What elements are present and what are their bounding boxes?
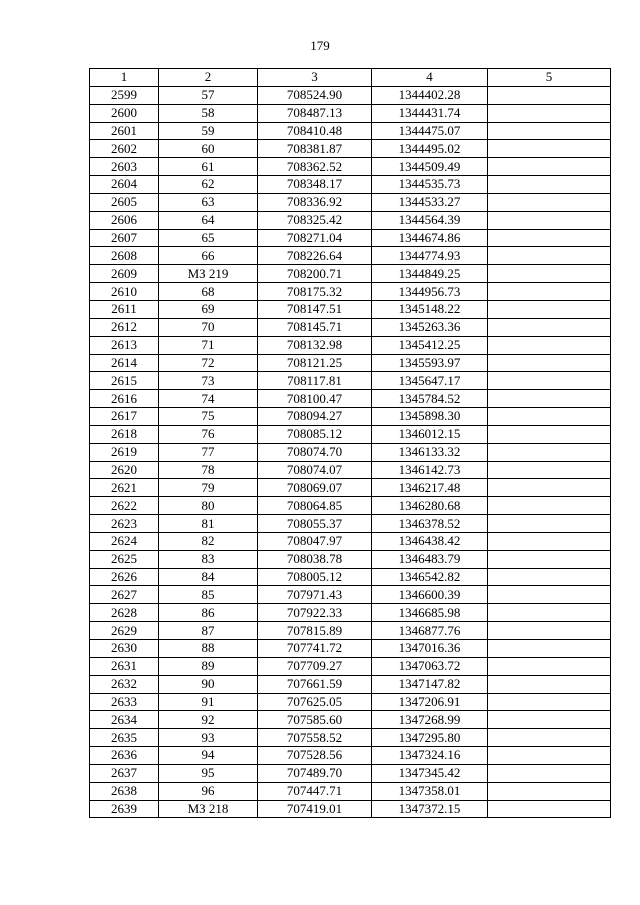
row-number-cell: 2637 [90, 764, 159, 782]
point-id-cell: 93 [159, 729, 258, 747]
row-number-cell: 2603 [90, 158, 159, 176]
note-cell [488, 140, 611, 158]
x-coordinate-cell: 708362.52 [258, 158, 372, 176]
column-header-4: 4 [372, 69, 488, 87]
row-number-cell: 2609 [90, 265, 159, 283]
row-number-cell: 2599 [90, 86, 159, 104]
table-row [90, 265, 611, 283]
x-coordinate-cell: 707741.72 [258, 640, 372, 658]
row-number-cell: 2636 [90, 747, 159, 765]
y-coordinate-cell: 1344774.93 [372, 247, 488, 265]
x-coordinate-cell: 708094.27 [258, 408, 372, 426]
note-cell [488, 568, 611, 586]
column-header-3: 3 [258, 69, 372, 87]
x-coordinate-cell: 707489.70 [258, 764, 372, 782]
table-row [90, 764, 611, 782]
y-coordinate-cell: 1345784.52 [372, 390, 488, 408]
x-coordinate-cell: 707971.43 [258, 586, 372, 604]
y-coordinate-cell: 1346600.39 [372, 586, 488, 604]
note-cell [488, 657, 611, 675]
note-cell [488, 800, 611, 818]
note-cell [488, 211, 611, 229]
table-row [90, 800, 611, 818]
row-number-cell: 2633 [90, 693, 159, 711]
row-number-cell: 2611 [90, 300, 159, 318]
table-row [90, 747, 611, 765]
row-number-cell: 2615 [90, 372, 159, 390]
note-cell [488, 443, 611, 461]
note-cell [488, 532, 611, 550]
point-id-cell: 74 [159, 390, 258, 408]
table-row [90, 568, 611, 586]
point-id-cell: 70 [159, 318, 258, 336]
table-row [90, 104, 611, 122]
row-number-cell: 2639 [90, 800, 159, 818]
x-coordinate-cell: 708336.92 [258, 193, 372, 211]
x-coordinate-cell: 708055.37 [258, 515, 372, 533]
note-cell [488, 550, 611, 568]
table-row [90, 86, 611, 104]
table-row [90, 425, 611, 443]
y-coordinate-cell: 1347295.80 [372, 729, 488, 747]
x-coordinate-cell: 708085.12 [258, 425, 372, 443]
row-number-cell: 2607 [90, 229, 159, 247]
table-row [90, 586, 611, 604]
x-coordinate-cell: 708145.71 [258, 318, 372, 336]
y-coordinate-cell: 1345593.97 [372, 354, 488, 372]
y-coordinate-cell: 1345263.36 [372, 318, 488, 336]
point-id-cell: 91 [159, 693, 258, 711]
row-number-cell: 2605 [90, 193, 159, 211]
table-row [90, 318, 611, 336]
note-cell [488, 318, 611, 336]
y-coordinate-cell: 1344956.73 [372, 283, 488, 301]
y-coordinate-cell: 1347372.15 [372, 800, 488, 818]
point-id-cell: 64 [159, 211, 258, 229]
note-cell [488, 729, 611, 747]
row-number-cell: 2610 [90, 283, 159, 301]
y-coordinate-cell: 1344431.74 [372, 104, 488, 122]
row-number-cell: 2635 [90, 729, 159, 747]
row-number-cell: 2620 [90, 461, 159, 479]
y-coordinate-cell: 1346438.42 [372, 532, 488, 550]
row-number-cell: 2626 [90, 568, 159, 586]
point-id-cell: 73 [159, 372, 258, 390]
note-cell [488, 283, 611, 301]
point-id-cell: МЗ 219 [159, 265, 258, 283]
y-coordinate-cell: 1346685.98 [372, 604, 488, 622]
table-row [90, 193, 611, 211]
row-number-cell: 2621 [90, 479, 159, 497]
x-coordinate-cell: 707922.33 [258, 604, 372, 622]
note-cell [488, 461, 611, 479]
y-coordinate-cell: 1345412.25 [372, 336, 488, 354]
row-number-cell: 2632 [90, 675, 159, 693]
note-cell [488, 229, 611, 247]
table-row [90, 158, 611, 176]
note-cell [488, 176, 611, 194]
row-number-cell: 2631 [90, 657, 159, 675]
row-number-cell: 2622 [90, 497, 159, 515]
point-id-cell: 61 [159, 158, 258, 176]
column-header-1: 1 [90, 69, 159, 87]
table-row [90, 390, 611, 408]
note-cell [488, 747, 611, 765]
x-coordinate-cell: 708410.48 [258, 122, 372, 140]
x-coordinate-cell: 708325.42 [258, 211, 372, 229]
point-id-cell: 94 [159, 747, 258, 765]
row-number-cell: 2606 [90, 211, 159, 229]
point-id-cell: 83 [159, 550, 258, 568]
point-id-cell: 60 [159, 140, 258, 158]
x-coordinate-cell: 708487.13 [258, 104, 372, 122]
table-row [90, 300, 611, 318]
x-coordinate-cell: 708348.17 [258, 176, 372, 194]
note-cell [488, 586, 611, 604]
point-id-cell: 95 [159, 764, 258, 782]
row-number-cell: 2616 [90, 390, 159, 408]
note-cell [488, 604, 611, 622]
point-id-cell: 72 [159, 354, 258, 372]
point-id-cell: 92 [159, 711, 258, 729]
table-row [90, 657, 611, 675]
note-cell [488, 497, 611, 515]
y-coordinate-cell: 1347268.99 [372, 711, 488, 729]
table-row [90, 283, 611, 301]
table-row [90, 675, 611, 693]
point-id-cell: 86 [159, 604, 258, 622]
x-coordinate-cell: 708074.07 [258, 461, 372, 479]
note-cell [488, 372, 611, 390]
y-coordinate-cell: 1347147.82 [372, 675, 488, 693]
note-cell [488, 479, 611, 497]
note-cell [488, 336, 611, 354]
page-number: 179 [310, 38, 330, 53]
point-id-cell: 59 [159, 122, 258, 140]
point-id-cell: 81 [159, 515, 258, 533]
y-coordinate-cell: 1344402.28 [372, 86, 488, 104]
table-row [90, 711, 611, 729]
table-row [90, 247, 611, 265]
x-coordinate-cell: 707585.60 [258, 711, 372, 729]
table-row [90, 604, 611, 622]
note-cell [488, 354, 611, 372]
table-row [90, 372, 611, 390]
y-coordinate-cell: 1346542.82 [372, 568, 488, 586]
point-id-cell: 89 [159, 657, 258, 675]
note-cell [488, 390, 611, 408]
y-coordinate-cell: 1344509.49 [372, 158, 488, 176]
y-coordinate-cell: 1345647.17 [372, 372, 488, 390]
x-coordinate-cell: 708117.81 [258, 372, 372, 390]
table-row [90, 176, 611, 194]
table-row [90, 408, 611, 426]
row-number-cell: 2638 [90, 782, 159, 800]
note-cell [488, 247, 611, 265]
point-id-cell: 79 [159, 479, 258, 497]
point-id-cell: 58 [159, 104, 258, 122]
note-cell [488, 122, 611, 140]
x-coordinate-cell: 707419.01 [258, 800, 372, 818]
y-coordinate-cell: 1344674.86 [372, 229, 488, 247]
note-cell [488, 86, 611, 104]
y-coordinate-cell: 1346280.68 [372, 497, 488, 515]
row-number-cell: 2608 [90, 247, 159, 265]
note-cell [488, 408, 611, 426]
y-coordinate-cell: 1344475.07 [372, 122, 488, 140]
table-row [90, 782, 611, 800]
note-cell [488, 158, 611, 176]
y-coordinate-cell: 1344849.25 [372, 265, 488, 283]
table-row [90, 443, 611, 461]
table-row [90, 640, 611, 658]
table-row [90, 532, 611, 550]
row-number-cell: 2630 [90, 640, 159, 658]
x-coordinate-cell: 708005.12 [258, 568, 372, 586]
row-number-cell: 2613 [90, 336, 159, 354]
point-id-cell: 85 [159, 586, 258, 604]
table-row [90, 461, 611, 479]
note-cell [488, 711, 611, 729]
y-coordinate-cell: 1346133.32 [372, 443, 488, 461]
column-header-5: 5 [488, 69, 611, 87]
row-number-cell: 2634 [90, 711, 159, 729]
point-id-cell: 75 [159, 408, 258, 426]
y-coordinate-cell: 1347345.42 [372, 764, 488, 782]
note-cell [488, 675, 611, 693]
y-coordinate-cell: 1345898.30 [372, 408, 488, 426]
x-coordinate-cell: 708038.78 [258, 550, 372, 568]
point-id-cell: 63 [159, 193, 258, 211]
row-number-cell: 2601 [90, 122, 159, 140]
x-coordinate-cell: 708271.04 [258, 229, 372, 247]
table-row [90, 497, 611, 515]
table-row [90, 140, 611, 158]
x-coordinate-cell: 707447.71 [258, 782, 372, 800]
point-id-cell: 76 [159, 425, 258, 443]
y-coordinate-cell: 1347063.72 [372, 657, 488, 675]
y-coordinate-cell: 1347324.16 [372, 747, 488, 765]
table-row [90, 354, 611, 372]
table-row [90, 729, 611, 747]
y-coordinate-cell: 1346877.76 [372, 622, 488, 640]
point-id-cell: 71 [159, 336, 258, 354]
note-cell [488, 782, 611, 800]
x-coordinate-cell: 708381.87 [258, 140, 372, 158]
x-coordinate-cell: 708047.97 [258, 532, 372, 550]
point-id-cell: 69 [159, 300, 258, 318]
y-coordinate-cell: 1346378.52 [372, 515, 488, 533]
point-id-cell: 68 [159, 283, 258, 301]
table-row [90, 122, 611, 140]
x-coordinate-cell: 707625.05 [258, 693, 372, 711]
y-coordinate-cell: 1344495.02 [372, 140, 488, 158]
row-number-cell: 2623 [90, 515, 159, 533]
x-coordinate-cell: 708147.51 [258, 300, 372, 318]
table-row [90, 479, 611, 497]
row-number-cell: 2629 [90, 622, 159, 640]
note-cell [488, 193, 611, 211]
x-coordinate-cell: 707661.59 [258, 675, 372, 693]
point-id-cell: 77 [159, 443, 258, 461]
table-row [90, 693, 611, 711]
point-id-cell: 87 [159, 622, 258, 640]
row-number-cell: 2627 [90, 586, 159, 604]
note-cell [488, 425, 611, 443]
note-cell [488, 265, 611, 283]
table-row [90, 622, 611, 640]
note-cell [488, 640, 611, 658]
row-number-cell: 2602 [90, 140, 159, 158]
row-number-cell: 2618 [90, 425, 159, 443]
row-number-cell: 2619 [90, 443, 159, 461]
y-coordinate-cell: 1344533.27 [372, 193, 488, 211]
y-coordinate-cell: 1346217.48 [372, 479, 488, 497]
y-coordinate-cell: 1344564.39 [372, 211, 488, 229]
row-number-cell: 2600 [90, 104, 159, 122]
note-cell [488, 300, 611, 318]
row-number-cell: 2624 [90, 532, 159, 550]
x-coordinate-cell: 708064.85 [258, 497, 372, 515]
x-coordinate-cell: 708226.64 [258, 247, 372, 265]
y-coordinate-cell: 1346483.79 [372, 550, 488, 568]
point-id-cell: 57 [159, 86, 258, 104]
table-row [90, 550, 611, 568]
note-cell [488, 104, 611, 122]
note-cell [488, 764, 611, 782]
point-id-cell: 96 [159, 782, 258, 800]
coordinates-table [89, 68, 611, 818]
row-number-cell: 2614 [90, 354, 159, 372]
column-header-2: 2 [159, 69, 258, 87]
note-cell [488, 622, 611, 640]
row-number-cell: 2604 [90, 176, 159, 194]
table-row [90, 336, 611, 354]
y-coordinate-cell: 1347358.01 [372, 782, 488, 800]
y-coordinate-cell: 1347016.36 [372, 640, 488, 658]
table-row [90, 515, 611, 533]
x-coordinate-cell: 707528.56 [258, 747, 372, 765]
x-coordinate-cell: 707709.27 [258, 657, 372, 675]
x-coordinate-cell: 708074.70 [258, 443, 372, 461]
row-number-cell: 2612 [90, 318, 159, 336]
row-number-cell: 2628 [90, 604, 159, 622]
table-body [90, 86, 611, 818]
table-header-row [90, 69, 611, 87]
x-coordinate-cell: 708175.32 [258, 283, 372, 301]
note-cell [488, 693, 611, 711]
note-cell [488, 515, 611, 533]
x-coordinate-cell: 708121.25 [258, 354, 372, 372]
y-coordinate-cell: 1345148.22 [372, 300, 488, 318]
point-id-cell: 65 [159, 229, 258, 247]
x-coordinate-cell: 708200.71 [258, 265, 372, 283]
x-coordinate-cell: 707815.89 [258, 622, 372, 640]
table-row [90, 229, 611, 247]
point-id-cell: 88 [159, 640, 258, 658]
row-number-cell: 2625 [90, 550, 159, 568]
point-id-cell: 90 [159, 675, 258, 693]
point-id-cell: 82 [159, 532, 258, 550]
x-coordinate-cell: 708100.47 [258, 390, 372, 408]
point-id-cell: 66 [159, 247, 258, 265]
point-id-cell: 84 [159, 568, 258, 586]
y-coordinate-cell: 1346012.15 [372, 425, 488, 443]
row-number-cell: 2617 [90, 408, 159, 426]
y-coordinate-cell: 1346142.73 [372, 461, 488, 479]
table-row [90, 211, 611, 229]
point-id-cell: 62 [159, 176, 258, 194]
y-coordinate-cell: 1344535.73 [372, 176, 488, 194]
point-id-cell: МЗ 218 [159, 800, 258, 818]
x-coordinate-cell: 708524.90 [258, 86, 372, 104]
y-coordinate-cell: 1347206.91 [372, 693, 488, 711]
point-id-cell: 80 [159, 497, 258, 515]
x-coordinate-cell: 708069.07 [258, 479, 372, 497]
point-id-cell: 78 [159, 461, 258, 479]
x-coordinate-cell: 707558.52 [258, 729, 372, 747]
x-coordinate-cell: 708132.98 [258, 336, 372, 354]
